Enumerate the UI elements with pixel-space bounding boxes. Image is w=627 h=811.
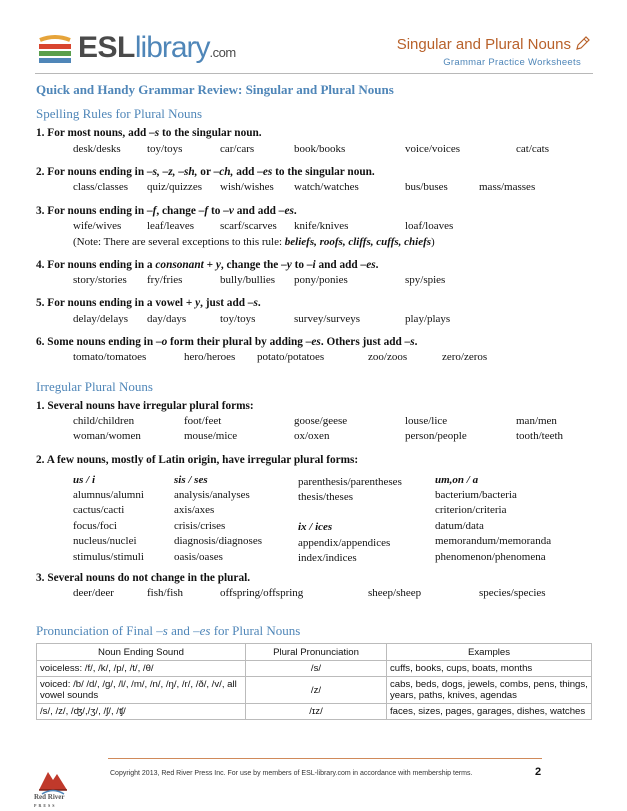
example: bus/buses [405, 181, 448, 193]
example: wife/wives [73, 220, 122, 232]
example: watch/watches [294, 181, 359, 193]
example: wish/wishes [220, 181, 274, 193]
irregular-heading: Irregular Plural Nouns [36, 379, 153, 394]
example: survey/surveys [294, 313, 360, 325]
example: cat/cats [516, 143, 549, 155]
example: woman/women [73, 430, 141, 442]
example: bully/bullies [220, 274, 275, 286]
rule-5: 5. For nouns ending in a vowel + y, just add –s. [36, 297, 261, 309]
example: foot/feet [184, 415, 222, 427]
example: cactus/cacti [73, 504, 125, 516]
example: hero/heroes [184, 351, 236, 363]
latin-group-heading: ix / ices [298, 521, 333, 533]
page-number: 2 [535, 766, 542, 778]
example: tomato/tomatoes [73, 351, 147, 363]
copyright-notice: Copyright 2013, Red River Press Inc. For use by members of ESL-library.com in accordance with membership terms. [110, 770, 473, 777]
header-title: Singular and Plural Nouns [396, 36, 571, 53]
example: toy/toys [147, 143, 183, 155]
example: stimulus/stimuli [73, 551, 144, 563]
example: mass/masses [479, 181, 536, 193]
table-header-row [37, 644, 592, 661]
table-cell: cuffs, books, cups, boats, months [387, 661, 592, 677]
example: loaf/loaves [405, 220, 454, 232]
example: day/days [147, 313, 187, 325]
page-title: Quick and Handy Grammar Review: Singular and Plural Nouns [36, 82, 394, 97]
example: goose/geese [294, 415, 348, 427]
column-header: Noun Ending Sound [37, 644, 246, 661]
example: pony/ponies [294, 274, 348, 286]
example: person/people [405, 430, 467, 442]
latin-group-heading: us / i [73, 474, 96, 486]
example: crisis/crises [174, 520, 226, 532]
rule-6: 6. Some nouns ending in –o form their plural by adding –es. Others just add –s. [36, 336, 418, 348]
rule-4: 4. For nouns ending in a consonant + y, change the –y to –i and add –es. [36, 259, 379, 271]
example: oasis/oases [174, 551, 223, 563]
example: memorandum/memoranda [435, 535, 552, 547]
pronunciation-heading: Pronunciation of Final –s and –es for Plural Nouns [36, 623, 301, 638]
rule-3: 3. For nouns ending in –f, change –f to –v and add –es. [36, 205, 297, 217]
example: species/species [479, 587, 546, 599]
column-header: Plural Pronunciation [246, 644, 387, 661]
example: delay/delays [73, 313, 128, 325]
latin-group-heading: sis / ses [174, 474, 208, 486]
example: datum/data [435, 520, 484, 532]
example: spy/spies [405, 274, 446, 286]
example: voice/voices [405, 143, 460, 155]
example: toy/toys [220, 313, 256, 325]
header-subtitle: Grammar Practice Worksheets [443, 57, 581, 68]
example: zero/zeros [442, 351, 488, 363]
table-row [37, 677, 592, 704]
example: deer/deer [73, 587, 114, 599]
example: fish/fish [147, 587, 184, 599]
example: story/stories [73, 274, 127, 286]
footer-divider [108, 758, 542, 759]
exceptions-note: (Note: There are several exceptions to this rule: beliefs, roofs, cliffs, cuffs, chiefs) [73, 236, 435, 248]
irregular-rule-2: 2. A few nouns, mostly of Latin origin, have irregular plural forms: [36, 454, 359, 466]
red-river-label: Red River PRESS [34, 793, 65, 808]
table-cell: /z/ [246, 677, 387, 704]
header-divider [35, 73, 593, 74]
example: child/children [73, 415, 135, 427]
table-cell: faces, sizes, pages, garages, dishes, watches [387, 704, 592, 720]
example: focus/foci [73, 520, 117, 532]
example: criterion/criteria [435, 504, 507, 516]
example: parenthesis/parentheses [298, 476, 402, 488]
example: tooth/teeth [516, 430, 564, 442]
example: knife/knives [294, 220, 349, 232]
example: scarf/scarves [220, 220, 277, 232]
example: bacterium/bacteria [435, 489, 517, 501]
example: quiz/quizzes [147, 181, 202, 193]
example: play/plays [405, 313, 451, 325]
example: phenomenon/phenomena [435, 551, 546, 563]
example: index/indices [298, 552, 357, 564]
spelling-heading: Spelling Rules for Plural Nouns [36, 106, 203, 121]
example: alumnus/alumni [73, 489, 144, 501]
irregular-rule-1: 1. Several nouns have irregular plural forms: [36, 400, 254, 412]
example: zoo/zoos [368, 351, 408, 363]
example: book/books [294, 143, 346, 155]
table-row [37, 661, 592, 677]
example: sheep/sheep [368, 587, 422, 599]
example: potato/potatoes [257, 351, 325, 363]
table-cell: /s/ [246, 661, 387, 677]
table-cell: /s/, /z/, /ʤ/,/ʒ/, /ʃ/, /ʧ/ [37, 704, 246, 720]
irregular-rule-3: 3. Several nouns do not change in the plural. [36, 572, 251, 584]
table-row [37, 704, 592, 720]
table-cell: cabs, beds, dogs, jewels, combs, pens, things, years, paths, knives, agendas [387, 677, 592, 704]
pencil-icon [574, 36, 590, 52]
example: nucleus/nuclei [73, 535, 137, 547]
example: car/cars [220, 143, 255, 155]
esl-library-logo: ESLlibrary.com [78, 31, 236, 64]
table-cell: /ɪz/ [246, 704, 387, 720]
table-cell: voiced: /b/ /d/, /g/, /l/, /m/, /n/, /ŋ/, /r/, /ð/, /v/, all vowel sounds [37, 677, 246, 704]
example: man/men [516, 415, 557, 427]
example: fry/fries [147, 274, 183, 286]
example: diagnosis/diagnoses [174, 535, 262, 547]
book-stack-icon [36, 34, 74, 66]
column-header: Examples [387, 644, 592, 661]
example: desk/desks [73, 143, 121, 155]
example: axis/axes [174, 504, 215, 516]
example: class/classes [73, 181, 128, 193]
pronunciation-table [36, 643, 592, 720]
example: ox/oxen [294, 430, 330, 442]
example: analysis/analyses [174, 489, 250, 501]
rule-2: 2. For nouns ending in –s, –z, –sh, or –ch, add –es to the singular noun. [36, 166, 375, 178]
rule-1: 1. For most nouns, add –s to the singular noun. [36, 127, 262, 139]
example: offspring/offspring [220, 587, 304, 599]
example: thesis/theses [298, 491, 353, 503]
latin-group-heading: um,on / a [435, 474, 479, 486]
table-cell: voiceless: /f/, /k/, /p/, /t/, /θ/ [37, 661, 246, 677]
example: mouse/mice [184, 430, 238, 442]
example: louse/lice [405, 415, 448, 427]
example: leaf/leaves [147, 220, 195, 232]
example: appendix/appendices [298, 537, 391, 549]
